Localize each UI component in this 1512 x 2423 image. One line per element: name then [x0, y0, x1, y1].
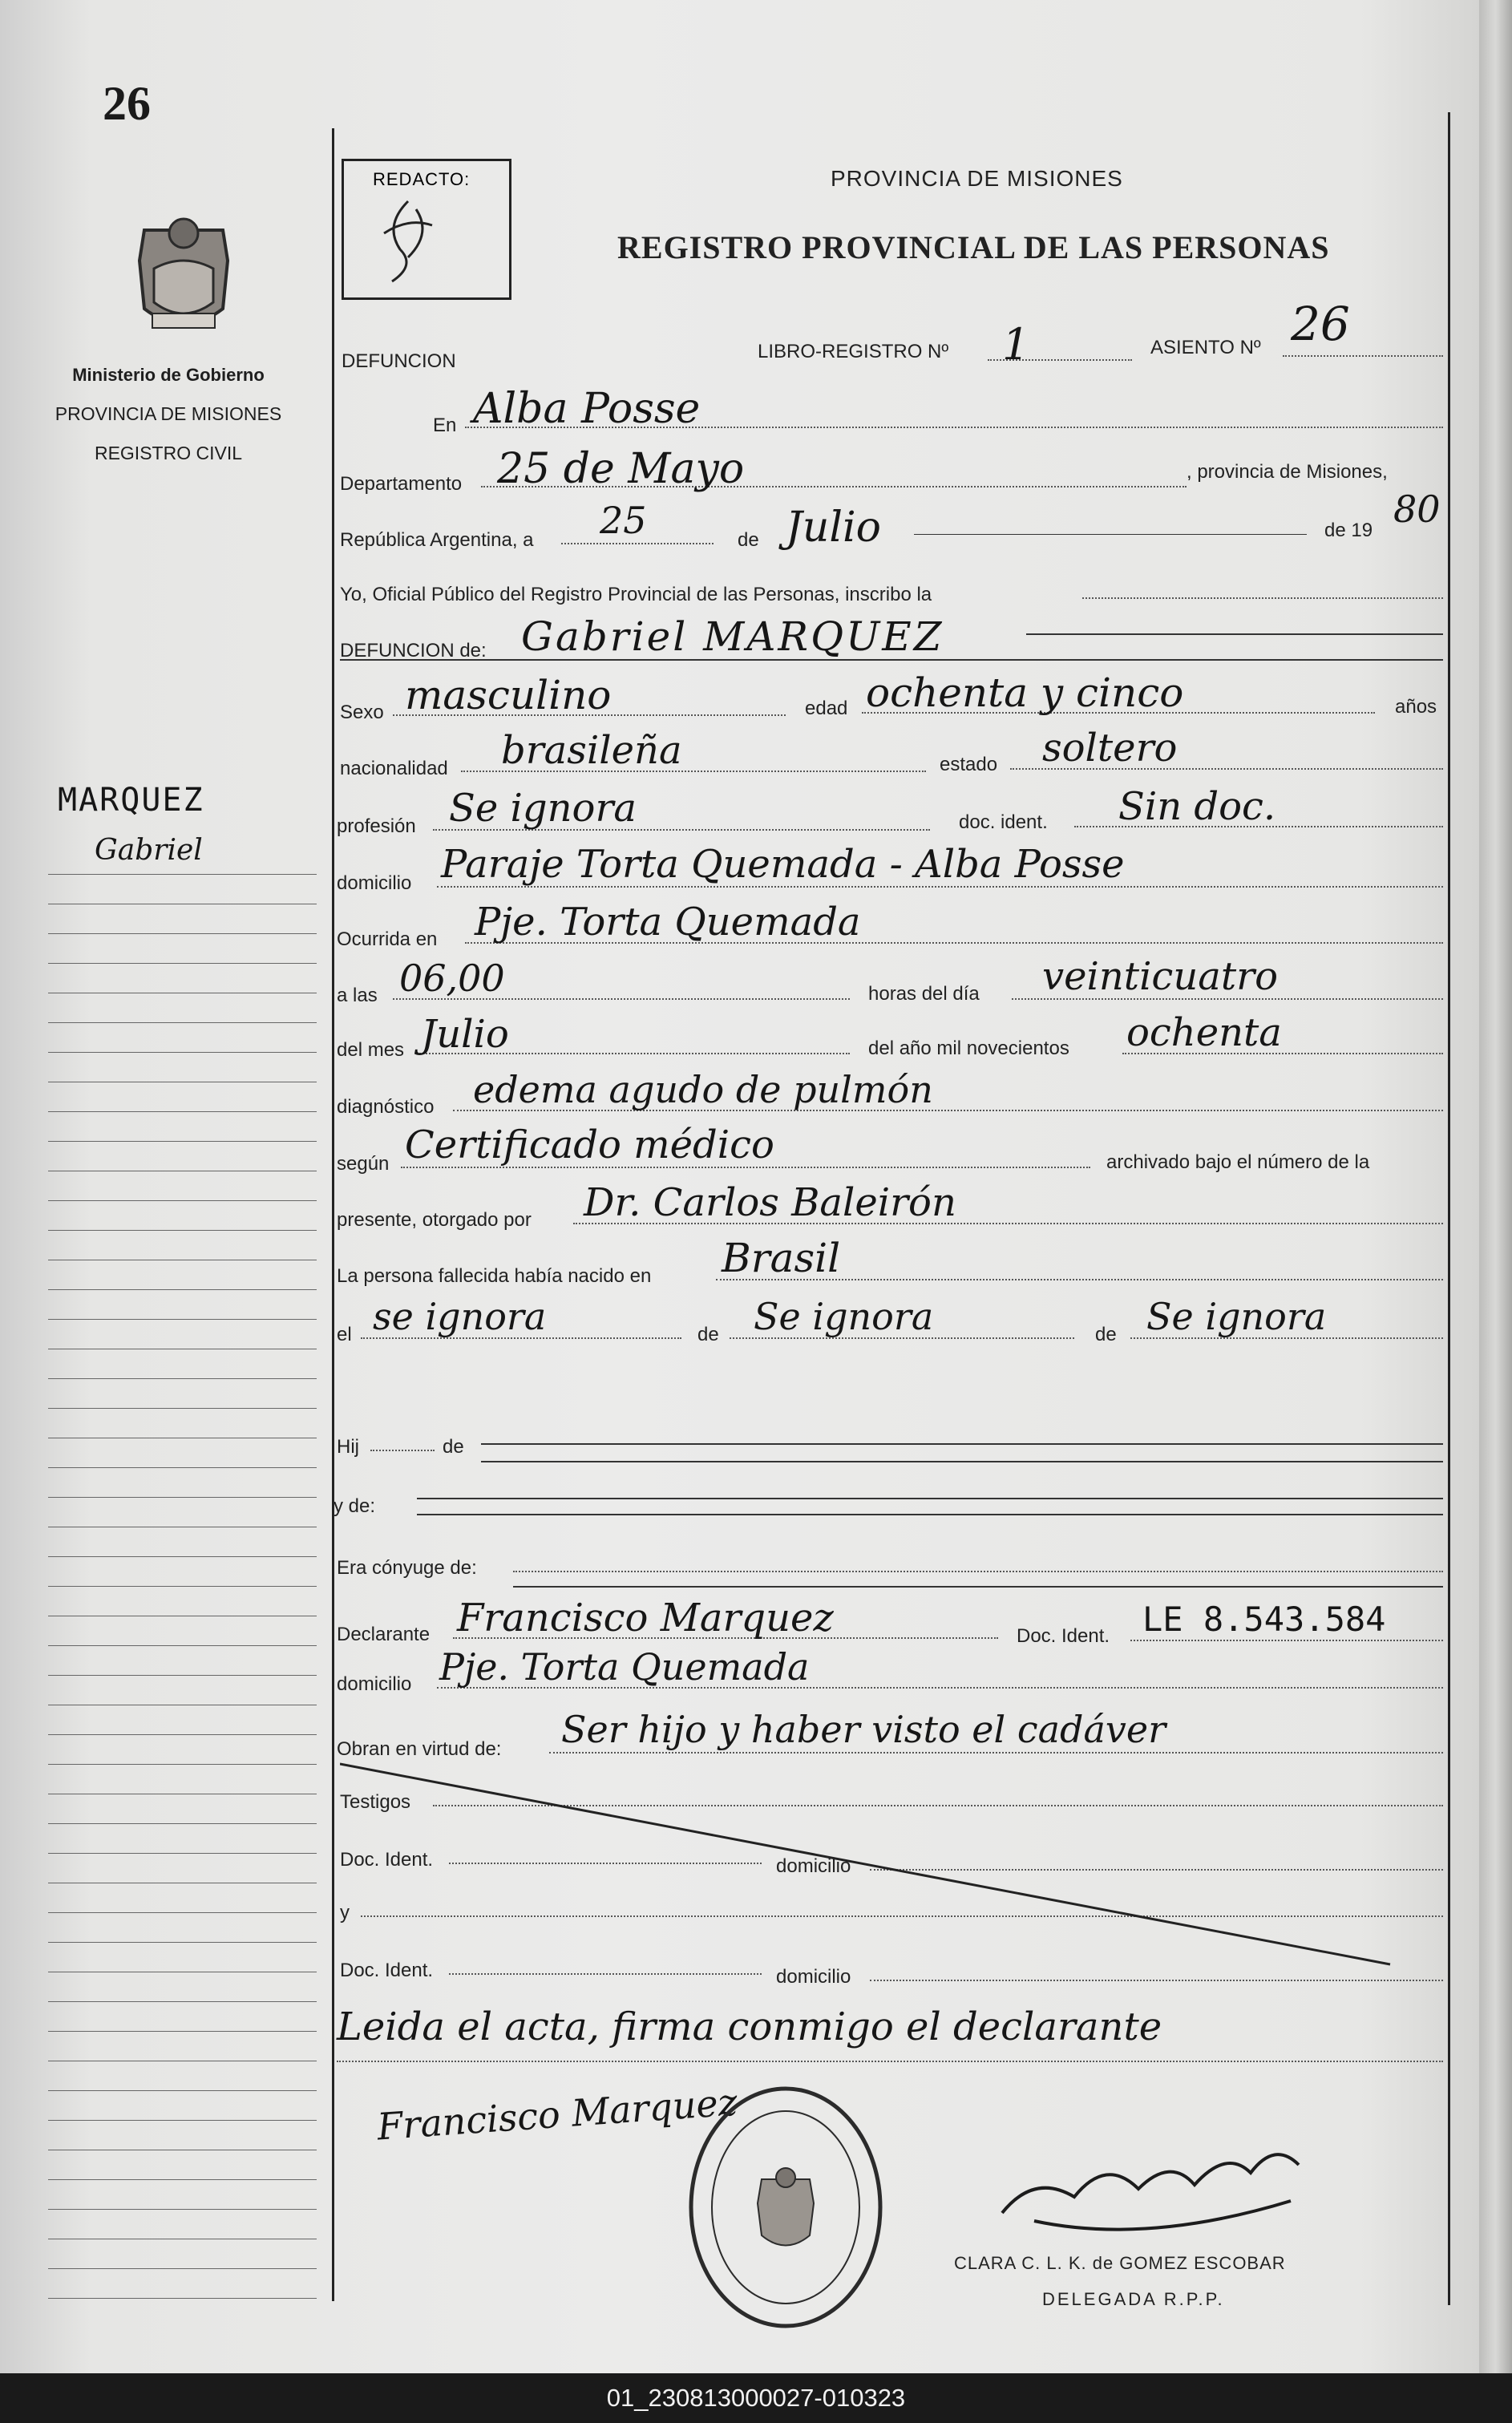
value-hora: 06,00 [399, 957, 505, 1000]
label-libro: LIBRO-REGISTRO Nº [758, 341, 949, 362]
margin-ruled-line [48, 1942, 317, 1943]
value-el: se ignora [373, 1295, 547, 1338]
margin-ruled-line [48, 1853, 317, 1854]
margin-ruled-line [48, 1645, 317, 1646]
label-conyuge: Era cónyuge de: [337, 1557, 477, 1579]
label-domicilio-testigo2: domicilio [776, 1966, 851, 1988]
value-diagnostico: edema agudo de pulmón [473, 1068, 933, 1111]
rule-hij-2 [481, 1461, 1443, 1462]
label-yo: Yo, Oficial Público del Registro Provincial de las Personas, inscribo la [340, 584, 932, 605]
ministry-registry: REGISTRO CIVIL [94, 443, 243, 463]
label-testigos: Testigos [340, 1791, 411, 1813]
label-en: En [433, 415, 457, 436]
label-defuncion: DEFUNCION [342, 350, 456, 372]
margin-ruled-line [48, 874, 317, 875]
value-cierre: Leida el acta, firma conmigo el declarante [337, 2004, 1162, 2049]
value-de-ano: Se ignora [1146, 1295, 1327, 1338]
margin-ruled-line [48, 1912, 317, 1913]
label-el: el [337, 1324, 352, 1345]
label-domicilio-testigo1: domicilio [776, 1855, 851, 1877]
value-declarante: Francisco Marquez [457, 1596, 834, 1640]
margin-ruled-line [48, 2120, 317, 2121]
label-presente: presente, otorgado por [337, 1209, 532, 1231]
value-domicilio-declarante: Pje. Torta Quemada [439, 1645, 810, 1689]
margin-ruled-line [48, 2001, 317, 2002]
dots-dia [561, 543, 714, 544]
label-del-ano: del año mil novecientos [868, 1038, 1069, 1059]
rule-y-de-1 [417, 1498, 1443, 1499]
label-provincia: , provincia de Misiones, [1187, 461, 1388, 483]
label-y-de: y de: [334, 1495, 376, 1517]
margin-ruled-line [48, 1408, 317, 1409]
label-doc-testigo2: Doc. Ident. [340, 1960, 434, 1981]
value-dia-texto: veinticuatro [1042, 954, 1278, 999]
value-sexo: masculino [405, 672, 612, 718]
label-hij: Hij [337, 1436, 359, 1458]
file-id: 01_230813000027-010323 [0, 2373, 1512, 2423]
dots-hij [370, 1450, 435, 1451]
margin-ruled-line [48, 1319, 317, 1320]
label-edad: edad [805, 698, 848, 719]
label-el-de2: de [1095, 1324, 1117, 1345]
rule-hij-1 [481, 1443, 1443, 1445]
margin-ruled-line [48, 1289, 317, 1290]
margin-ruled-line [48, 1141, 317, 1142]
value-ocurrida: Pje. Torta Quemada [475, 900, 861, 945]
label-nacido: La persona fallecida había nacido en [337, 1265, 652, 1287]
value-ano-texto: ochenta [1126, 1010, 1282, 1055]
provincial-emblem-icon [128, 212, 239, 341]
label-horas: horas del día [868, 983, 980, 1005]
official-seal-icon [685, 2083, 886, 2332]
margin-ruled-line [48, 1586, 317, 1587]
value-obran: Ser hijo y haber visto el cadáver [561, 1708, 1166, 1751]
redacto-initials [360, 185, 456, 289]
value-de-mes: Se ignora [754, 1295, 934, 1338]
value-ano: 80 [1393, 487, 1441, 531]
value-nacido: Brasil [722, 1235, 841, 1281]
margin-ruled-line [48, 2031, 317, 2032]
official-signature [986, 2125, 1323, 2245]
label-departamento: Departamento [340, 473, 463, 495]
label-doc-declarante: Doc. Ident. [1017, 1625, 1110, 1647]
margin-ruled-line [48, 2179, 317, 2180]
margin-ruled-line [48, 2209, 317, 2210]
rule-defuncion [340, 659, 1443, 661]
value-estado: soltero [1042, 726, 1178, 771]
value-nacionalidad: brasileña [501, 728, 682, 773]
margin-ruled-line [48, 1200, 317, 1201]
value-asiento: 26 [1291, 297, 1350, 351]
ministry-province: PROVINCIA DE MISIONES [55, 403, 282, 424]
label-diagnostico: diagnóstico [337, 1096, 435, 1118]
dots-doc-declarante [1130, 1640, 1443, 1641]
label-segun: según [337, 1153, 390, 1175]
right-rule [1448, 112, 1450, 2305]
label-declarante: Declarante [337, 1624, 431, 1645]
dots-yo [1082, 597, 1443, 599]
label-ocurrida: Ocurrida en [337, 928, 438, 950]
rule-y-de-2 [417, 1514, 1443, 1515]
margin-ruled-line [48, 933, 317, 934]
ministry-name: Ministerio de Gobierno [72, 365, 265, 385]
value-libro: 1 [1002, 319, 1030, 370]
margin-ruled-line [48, 1823, 317, 1824]
margin-ruled-line [48, 2268, 317, 2269]
margin-ruled-line [48, 1497, 317, 1498]
label-domicilio-declarante: domicilio [337, 1673, 412, 1695]
redacto-box [342, 159, 511, 300]
margin-ruled-line [48, 1230, 317, 1231]
value-edad: ochenta y cinco [866, 669, 1184, 716]
label-estado: estado [940, 754, 998, 775]
value-departamento: 25 de Mayo [497, 445, 745, 493]
official-title: DELEGADA R.P.P. [1042, 2289, 1225, 2309]
margin-ruled-line [48, 1467, 317, 1468]
label-y: y [340, 1902, 350, 1923]
margin-ruled-line [48, 1052, 317, 1053]
margin-ruled-line [48, 1734, 317, 1735]
margin-ruled-line [48, 2298, 317, 2299]
margin-ruled-line [48, 1556, 317, 1557]
margin-ruled-line [48, 1675, 317, 1676]
value-dia: 25 [600, 499, 647, 542]
dots-asiento [1283, 355, 1443, 357]
value-doc: Sin doc. [1118, 784, 1276, 829]
page-number: 26 [103, 77, 151, 130]
value-segun: Certificado médico [405, 1123, 774, 1167]
dots-doc-testigo2 [449, 1973, 762, 1975]
value-lugar: Alba Posse [473, 385, 701, 433]
label-hij-de: de [443, 1436, 464, 1458]
label-de-19: de 19 [1324, 520, 1373, 541]
signature-declarante: Francisco Marquez [375, 2080, 739, 2149]
label-de: de [738, 529, 759, 551]
margin-rule [332, 128, 334, 2301]
value-mes-muerte: Julio [421, 1012, 509, 1057]
rule-conyuge [513, 1586, 1443, 1588]
label-doc-ident: doc. ident. [959, 811, 1048, 833]
official-name: CLARA C. L. K. de GOMEZ ESCOBAR [954, 2253, 1286, 2273]
value-otorgado: Dr. Carlos Baleirón [584, 1180, 956, 1225]
label-el-de: de [697, 1324, 719, 1345]
label-nacionalidad: nacionalidad [340, 758, 448, 779]
margin-ruled-line [48, 1022, 317, 1023]
label-anos: años [1395, 696, 1437, 718]
dots-conyuge [513, 1571, 1443, 1572]
margin-ruled-line [48, 1111, 317, 1112]
label-obran: Obran en virtud de: [337, 1738, 502, 1760]
value-doc-declarante: LE 8.543.584 [1142, 1600, 1386, 1639]
label-profesion: profesión [337, 815, 416, 837]
value-nombre: Gabriel MARQUEZ [521, 613, 944, 660]
rule-nombre [1026, 633, 1443, 635]
redacto-label: REDACTO: [373, 169, 471, 189]
dots-cierre [337, 2061, 1443, 2062]
margin-surname: MARQUEZ [58, 782, 204, 819]
label-domicilio: domicilio [337, 872, 412, 894]
value-domicilio: Paraje Torta Quemada - Alba Posse [441, 842, 1125, 887]
strike-line [340, 1748, 1446, 1972]
header-province: PROVINCIA DE MISIONES [831, 166, 1123, 191]
label-archivado: archivado bajo el número de la [1106, 1151, 1370, 1173]
value-mes: Julio [786, 504, 881, 552]
margin-ruled-line [48, 2090, 317, 2091]
margin-ruled-line [48, 1764, 317, 1765]
label-asiento: ASIENTO Nº [1150, 337, 1261, 358]
label-sexo: Sexo [340, 702, 384, 723]
header-registry: REGISTRO PROVINCIAL DE LAS PERSONAS [617, 229, 1330, 265]
dots-domicilio-testigo2 [870, 1980, 1443, 1981]
margin-ruled-line [48, 963, 317, 964]
label-a-las: a las [337, 985, 378, 1006]
margin-ruled-line [48, 1378, 317, 1379]
label-del-mes: del mes [337, 1039, 405, 1061]
margin-given-name: Gabriel [95, 834, 203, 867]
label-republica: República Argentina, a [340, 529, 534, 551]
label-defuncion-de: DEFUNCION de: [340, 640, 487, 661]
value-profesion: Se ignora [449, 786, 637, 831]
page-edge [1479, 0, 1512, 2373]
rule-mes [914, 534, 1307, 535]
label-doc-testigo1: Doc. Ident. [340, 1849, 434, 1871]
